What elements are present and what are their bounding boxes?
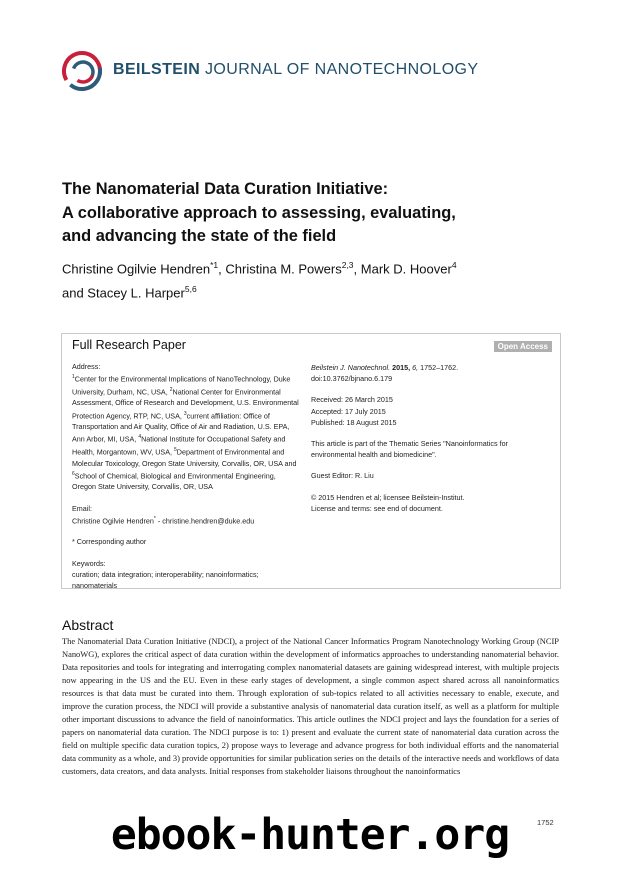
address-label: Address: [72, 362, 101, 371]
title-line: The Nanomaterial Data Curation Initiative: [62, 180, 389, 198]
keywords: curation; data integration; interoperability; nanoinformatics; nanomaterials [72, 569, 259, 590]
citation-column [311, 362, 547, 514]
journal-logo-icon [61, 50, 103, 92]
affiliations: $^1$Center for the Environmental Implications of NanoTechnology, Duke University, Durham, NC, USA, $^2$National Center for Environmental Assessment, Office of Research and Development, U.S. Environmental Protection Agency, RTP, NC, USA, $^3$current affiliation: Office of Transportation and Air Quality, Office of Air and Radiation, U.S. EPA, Ann Arbor, MI, USA, $^4$National Institute for Occupational Safety and Health, Morgantown, WV, USA, $^5$Department of Environmental and Molecular Toxicology, Oregon State University, Corvallis, OR, USA and $^6$School of Chemical, Biological and Environmental Engineering, Oregon State University, Corvallis, OR, USA [72, 374, 299, 492]
published-date: Published: 18 August 2015 [311, 417, 397, 427]
open-access-badge: Open Access [494, 341, 552, 352]
email-line: Christine Ogilvie Hendren* - christine.hendren@duke.edu [72, 515, 255, 526]
address-column [72, 361, 300, 591]
paper-type: Full Research Paper [72, 338, 186, 352]
title-line: A collaborative approach to assessing, evaluating, [62, 203, 456, 222]
author-line: Christine Ogilvie Hendren$^{*1}$, Christina M. Powers$^{2,3}$, Mark D. Hoover$^4$ [62, 260, 457, 277]
email-label: Email: [72, 503, 92, 513]
guest-editor: Guest Editor: R. Liu [311, 471, 374, 481]
citation: Beilstein J. Nanotechnol. 2015, 6, 1752–1762. [311, 363, 459, 372]
copyright: © 2015 Hendren et al; licensee Beilstein-Institut. [311, 492, 465, 502]
article-title [62, 178, 562, 249]
corresponding-author-note: * Corresponding author [72, 537, 147, 547]
author-line: and Stacey L. Harper$^{5,6}$ [62, 284, 197, 301]
accepted-date: Accepted: 17 July 2015 [311, 406, 386, 416]
keywords-label: Keywords: [72, 558, 106, 568]
journal-name: BEILSTEIN JOURNAL OF NANOTECHNOLOGY [113, 61, 479, 78]
abstract-body: The Nanomaterial Data Curation Initiative (NDCI), a project of the National Cancer Informatics Program Nanotechnology Working Group (NCIP NanoWG), explores the critical aspect of data curation within the development of informatics approaches to understanding nanomaterial behavior. Data repositories and tools for integrating and interrogating complex nanomaterial datasets are gaining widespread interest, with multiple projects now appearing in the US and the EU. Even in these early stages of development, a single common aspect shared across all nanoinformatics resources is that data must be curated into them. Through exploration of sub-topics related to all activities necessary to enable, execute, and improve the curation process, the NDCI will provide a substantive analysis of nanomaterial data curation itself, as well as a platform for multiple other important discussions to advance the field of nanoinformatics. This article outlines the NDCI project and lays the foundation for a series of papers on nanomaterial data curation. The NDCI purpose is to: 1) present and evaluate the current state of nanomaterial data curation across the field on multiple specific data curation topics, 2) propose ways to leverage and advance progress for both individual efforts and the nanomaterial data community as a whole, and 3) provide opportunities for similar publication series on the details of the interactive needs and workflows of data customers, data creators, and data analysts. Initial responses from stakeholder liaisons throughout the nanoinformatics [62, 636, 559, 776]
watermark: ebook-hunter.org [110, 810, 510, 860]
page-number: 1752 [537, 818, 554, 827]
received-date: Received: 26 March 2015 [311, 395, 393, 405]
email-link[interactable]: - christine.hendren@duke.edu [155, 516, 255, 526]
author-list [62, 255, 582, 304]
author-name: Mark D. Hoover [360, 261, 452, 277]
abstract-heading: Abstract [62, 617, 114, 633]
author-name: Christina M. Powers [225, 261, 342, 277]
thematic-series: This article is part of the Thematic Series "Nanoinformatics for environmental health and biomedicine". [311, 439, 508, 460]
author-name: and Stacey L. Harper [62, 285, 185, 301]
author-name: Christine Ogilvie Hendren [62, 261, 211, 277]
license: License and terms: see end of document. [311, 503, 443, 513]
doi-link[interactable]: doi:10.3762/bjnano.6.179 [311, 374, 393, 384]
article-info-box [61, 333, 561, 589]
title-line: and advancing the state of the field [62, 227, 337, 245]
